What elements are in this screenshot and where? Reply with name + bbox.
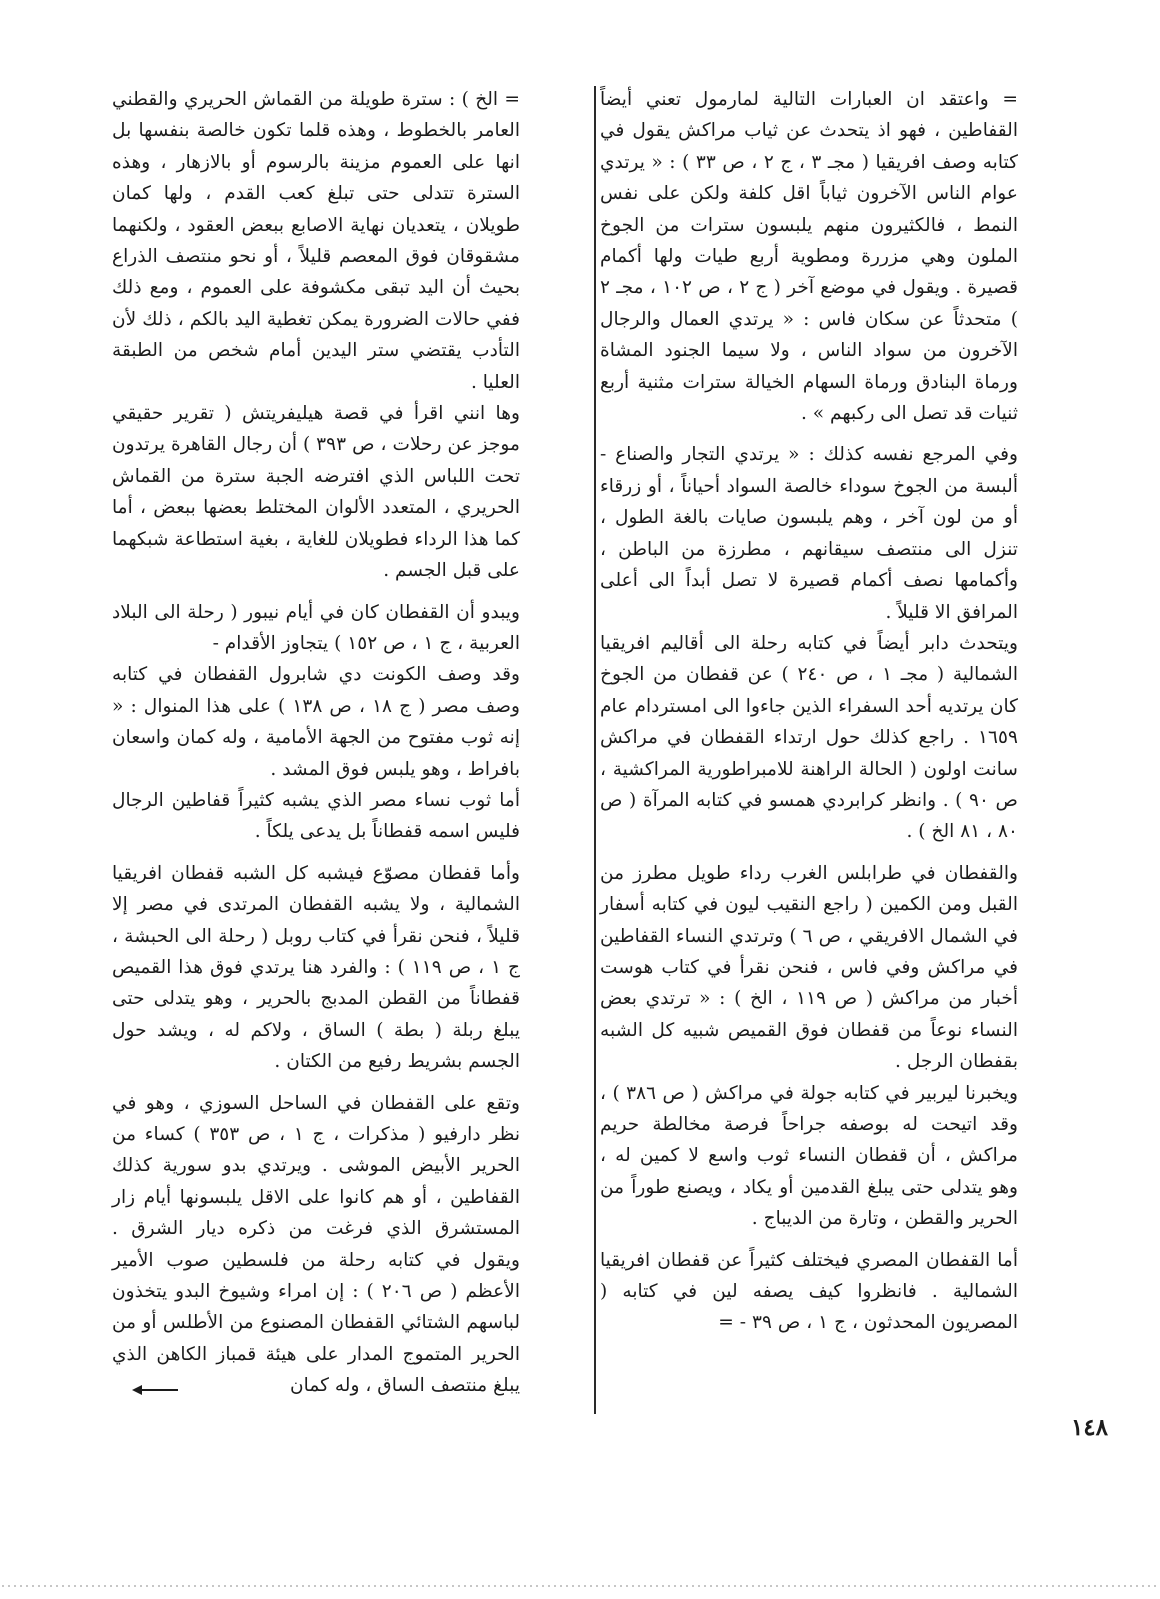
paragraph: أما ثوب نساء مصر الذي يشبه كثيراً قفاطين الرجال فليس اسمه قفطاناً بل يدعى يلكاً . [112,789,520,843]
paragraph: = واعتقد ان العبارات التالية لمارمول تعني أيضاً القفاطين ، فهو اذ يتحدث عن ثياب مراكش يقول في كتابه وصف افريقيا ( مجـ ٣ ، ج ٢ ، ص ٣٣ ) : « يرتدي عوام الناس الآخرون ثياباً اقل كلفة ولكن على نفس النمط ، فالكثيرون منهم يلبسون سترات من الجوخ الملون وهي مزررة ومطوية أربع طيات ولها أكمام قصيرة . ويقول في موضع آخر ( ج ٢ ، ص ١٠٢ ، مجـ ٢ ) متحدثاً عن سكان فاس : « يرتدي العمال والرجال الآخرون من سواد الناس ، ولا سيما الجنود المشاة ورماة البنادق ورماة السهام الخيالة سترات مثنية أربع ثنيات قد تصل الى ركبهم » . [600,89,1018,425]
left-text-column [112,84,520,1402]
paragraph: وقد وصف الكونت دي شابرول القفطان في كتابه وصف مصر ( ج ١٨ ، ص ١٣٨ ) على هذا المنوال : « إنه ثوب مفتوح من الجهة الأمامية ، وله كمان واسعان بافراط ، وهو يلبس فوق المشد . [112,664,520,780]
paragraph: = الخ ) : سترة طويلة من القماش الحريري والقطني العامر بالخطوط ، وهذه قلما تكون خالصة بنفسها بل انها على العموم مزينة بالرسوم أو بالازهار ، وهذه السترة تتدلى حتى تبلغ كعب القدم ، ولها كمان طويلان ، يتعديان نهاية الاصابع ببعض العقود ، ولكنهما مشقوقان فوق المعصم قليلاً ، أو نحو منتصف الذراع بحيث أن اليد تبقى مكشوفة على العموم ، ومع ذلك ففي حالات الضرورة يمكن تغطية اليد بالكم ، ذلك لأن التأدب يقتضي ستر اليدين أمام شخص من الطبقة العليا . [112,89,520,393]
paragraph: وفي المرجع نفسه كذلك : « يرتدي التجار والصناع - ألبسة من الجوخ سوداء خالصة السواد أحياناً ، أو زرقاء أو من لون آخر ، وهم يلبسون صايات بالغة الطول ، تنزل الى منتصف سيقانهم ، مطرزة من الباطن ، وأكمامها نصف أكمام قصيرة لا تصل أبداً الى أعلى المرافق الا قليلاً . [600,444,1018,623]
paragraph: والقفطان في طرابلس الغرب رداء طويل مطرز من القبل ومن الكمين ( راجع النقيب ليون في كتابه أسفار في الشمال الافريقي ، ص ٦ ) وترتدي النساء القفاطين في مراكش وفي فاس ، فنحن نقرأ في كتاب هوست أخبار من مراكش ( ص ١١٩ ، الخ ) : « ترتدي بعض النساء نوعاً من قفطان فوق القميص شبيه كل الشبه بقفطان الرجل . [600,862,1018,1073]
page-number: ١٤٨ [1070,1414,1108,1441]
paragraph: وتقع على القفطان في الساحل السوزي ، وهو في نظر دارفيو ( مذكرات ، ج ١ ، ص ٣٥٣ ) كساء من الحرير الأبيض الموشى . ويرتدي بدو سورية كذلك القفاطين ، أو هم كانوا على الاقل يلبسونها أيام زار المستشرق الذي فرغت من ذكره ديار الشرق . ويقول في كتابه رحلة من فلسطين صوب الأمير الأعظم ( ص ٢٠٦ ) : إن امراء وشيوخ البدو يتخذون لباسهم الشتائي القفطان المصنوع من الأطلس أو من الحرير المتموج المدار على هيئة قمباز الكاهن الذي يبلغ منتصف الساق ، وله كمان [112,1092,521,1397]
continuation-arrow-icon [132,1383,180,1397]
paragraph: أما القفطان المصري فيختلف كثيراً عن قفطان افريقيا الشمالية . فانظروا كيف يصفه لين في كتابه ( المصريون المحدثون ، ج ١ ، ص ٣٩ - = [600,1249,1018,1334]
paragraph: وها انني اقرأ في قصة هيليفريتش ( تقرير حقيقي موجز عن رحلات ، ص ٣٩٣ ) أن رجال القاهرة يرتدون تحت اللباس الذي افترضه الجبة سترة من القماش الحريري ، المتعدد الألوان المختلط بعضها ببعض ، أما كما هذا الرداء فطويلان للغاية ، بغية استطاعة شبكهما على قبل الجسم . [112,403,520,582]
paragraph: ويتحدث دابر أيضاً في كتابه رحلة الى أقاليم افريقيا الشمالية ( مجـ ١ ، ص ٢٤٠ ) عن قفطان من الجوخ كان يرتديه أحد السفراء الذين جاءوا الى امستردام عام ١٦٥٩ . راجع كذلك حول ارتداء القفطان في مراكش سانت اولون ( الحالة الراهنة للامبراطورية المراكشية ، ص ٩٠ ) . وانظر كرابردي همسو في كتابه المرآة ( ص ٨٠ ، ٨١ الخ ) . [600,632,1018,843]
scan-edge-dots [0,1585,1160,1587]
paragraph: ويبدو أن القفطان كان في أيام نيبور ( رحلة الى البلاد العربية ، ج ١ ، ص ١٥٢ ) يتجاوز الأقدام - [112,601,520,654]
paragraph: ويخبرنا ليربير في كتابه جولة في مراكش ( ص ٣٨٦ ) ، وقد اتيحت له بوصفه جراحاً فرصة مخالطة حريم مراكش ، أن قفطان النساء ثوب واسع لا كمين له ، وهو يتدلى حتى يبلغ القدمين أو يكاد ، ويصنع طوراً من الحرير والقطن ، وتارة من الديباج . [600,1082,1018,1230]
column-divider [594,86,596,1414]
right-text-column [600,84,1018,1339]
paragraph: وأما قفطان مصوّع فيشبه كل الشبه قفطان افريقيا الشمالية ، ولا يشبه القفطان المرتدى في مصر إلا قليلاً ، فنحن نقرأ في كتاب روبل ( رحلة الى الحبشة ، ج ١ ، ص ١١٩ ) : والفرد هنا يرتدي فوق هذا القميص قفطاناً من القطن المدبج بالحرير ، وهو يتدلى حتى يبلغ ربلة ( بطة ) الساق ، ولاكم له ، ويشد حول الجسم بشريط رفيع من الكتان . [112,862,521,1073]
